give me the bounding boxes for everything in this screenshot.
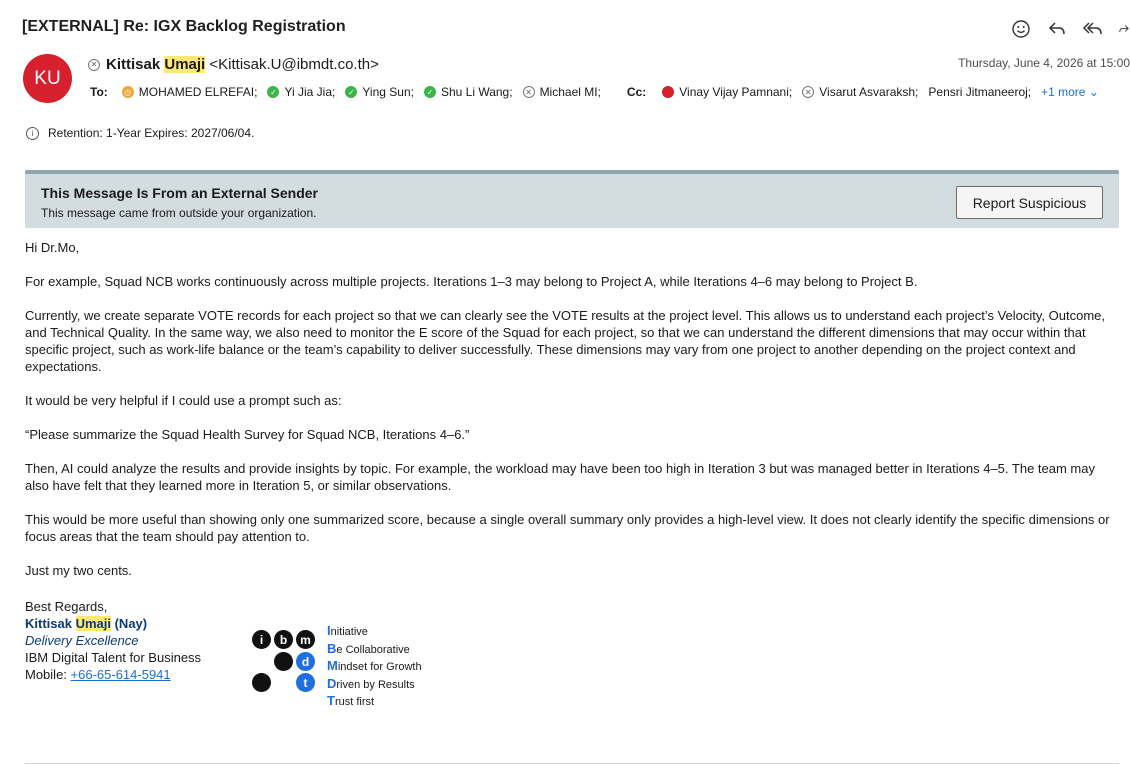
signature	[25, 598, 201, 683]
logo-dot	[274, 652, 293, 671]
recipient[interactable]: ✕ Michael MI;	[523, 85, 601, 99]
reply-all-icon[interactable]	[1082, 18, 1104, 40]
cc-label: Cc:	[626, 85, 647, 99]
chevron-down-icon: ⌄	[1088, 85, 1099, 99]
banner-title: This Message Is From an External Sender	[41, 185, 318, 201]
recipient[interactable]: Pensri Jitmaneeroj;	[928, 85, 1032, 99]
status-available-icon: ✓	[345, 86, 357, 98]
recipient[interactable]: ◷ MOHAMED ELREFAI;	[122, 85, 258, 99]
signature-mobile: Mobile: +66-65-614-5941	[25, 667, 171, 682]
forward-icon[interactable]	[1118, 18, 1130, 40]
status-available-icon: ✓	[424, 86, 436, 98]
recipient[interactable]: ✓ Ying Sun;	[345, 85, 414, 99]
body-paragraph: Just my two cents.	[25, 563, 132, 578]
value-item: Driven by Results	[327, 675, 415, 691]
logo-letter: i	[252, 630, 271, 649]
sent-date: Thursday, June 4, 2026 at 15:00	[958, 56, 1130, 70]
logo-letter: t	[296, 673, 315, 692]
recipients-row	[90, 85, 1099, 99]
sender-line[interactable]	[88, 56, 379, 73]
value-item: Trust first	[327, 693, 375, 708]
recipient[interactable]: ✓ Shu Li Wang;	[424, 85, 513, 99]
smiley-icon[interactable]	[1010, 18, 1032, 40]
logo-letter: m	[296, 630, 315, 649]
more-recipients-link[interactable]: +1 more ⌄	[1041, 85, 1099, 99]
recipient[interactable]: ✓ Yi Jia Jia;	[267, 85, 335, 99]
status-busy-icon	[662, 86, 674, 98]
logo-letter: d	[296, 652, 315, 671]
status-away-icon: ◷	[122, 86, 134, 98]
status-unknown-icon: ✕	[88, 59, 100, 71]
message-body	[25, 239, 1110, 596]
value-item: Mindset for Growth	[327, 658, 422, 673]
signature-role: Delivery Excellence	[25, 633, 139, 648]
divider	[25, 763, 1119, 764]
phone-link[interactable]: +66-65-614-5941	[70, 667, 171, 682]
value-item: Be Collaborative	[327, 640, 410, 656]
signature-regards: Best Regards,	[25, 599, 108, 614]
status-available-icon: ✓	[267, 86, 279, 98]
company-values	[327, 623, 422, 711]
sender-name: Kittisak Umaji <Kittisak.U@ibmdt.co.th>	[106, 56, 379, 73]
info-icon: i	[26, 127, 39, 140]
ibmdt-logo	[252, 628, 322, 694]
body-paragraph: “Please summarize the Squad Health Survey for Squad NCB, Iterations 4–6.”	[25, 427, 470, 442]
recipient[interactable]: ✕ Visarut Asvaraksh;	[802, 85, 918, 99]
body-paragraph: Hi Dr.Mo,	[25, 240, 80, 255]
body-paragraph: Currently, we create separate VOTE records for each project so that we can clearly see the VOTE results at the project level. This allows us to understand each project’s Velocity, Outcome, and Technical Quality. In the same way, we also need to monitor the E score of the Squad for each project, so that we can understand the different dimensions that may occur within that specific project, such as work-life balance or the team’s capability to deliver successfully. These dimensions may vary from one project to another depending on the project context and expectations.	[25, 308, 1105, 374]
to-label: To:	[90, 85, 108, 99]
banner-subtitle: This message came from outside your organization.	[41, 206, 317, 220]
signature-name: Kittisak Umaji (Nay)	[25, 616, 148, 631]
status-unknown-icon: ✕	[523, 86, 535, 98]
email-subject: [EXTERNAL] Re: IGX Backlog Registration	[22, 18, 346, 35]
avatar[interactable]: KU	[23, 54, 72, 103]
reply-icon[interactable]	[1046, 18, 1068, 40]
message-actions	[1010, 18, 1130, 40]
body-paragraph: This would be more useful than showing only one summarized score, because a single overall summary only provides a high-level view. It does not clearly identify the specific dimensions or focus areas that the team should pay attention to.	[25, 512, 1110, 544]
logo-dot	[252, 673, 271, 692]
body-paragraph: It would be very helpful if I could use a prompt such as:	[25, 393, 342, 408]
body-paragraph: Then, AI could analyze the results and provide insights by topic. For example, the workload may have been too high in Iteration 3 but was managed better in Iterations 4–5. The team may also have felt that they learned more in Iteration 5, or similar observations.	[25, 461, 1095, 493]
body-paragraph: For example, Squad NCB works continuously across multiple projects. Iterations 1–3 may belong to Project A, while Iterations 4–6 may belong to Project B.	[25, 274, 918, 289]
value-item: Initiative	[327, 623, 368, 638]
retention-notice: i Retention: 1-Year Expires: 2027/06/04.	[26, 126, 254, 140]
signature-org: IBM Digital Talent for Business	[25, 650, 202, 665]
report-suspicious-button[interactable]: Report Suspicious	[956, 186, 1103, 219]
status-unknown-icon: ✕	[802, 86, 814, 98]
recipient[interactable]: Vinay Vijay Pamnani;	[662, 85, 792, 99]
logo-letter: b	[274, 630, 293, 649]
external-sender-banner	[25, 170, 1119, 228]
